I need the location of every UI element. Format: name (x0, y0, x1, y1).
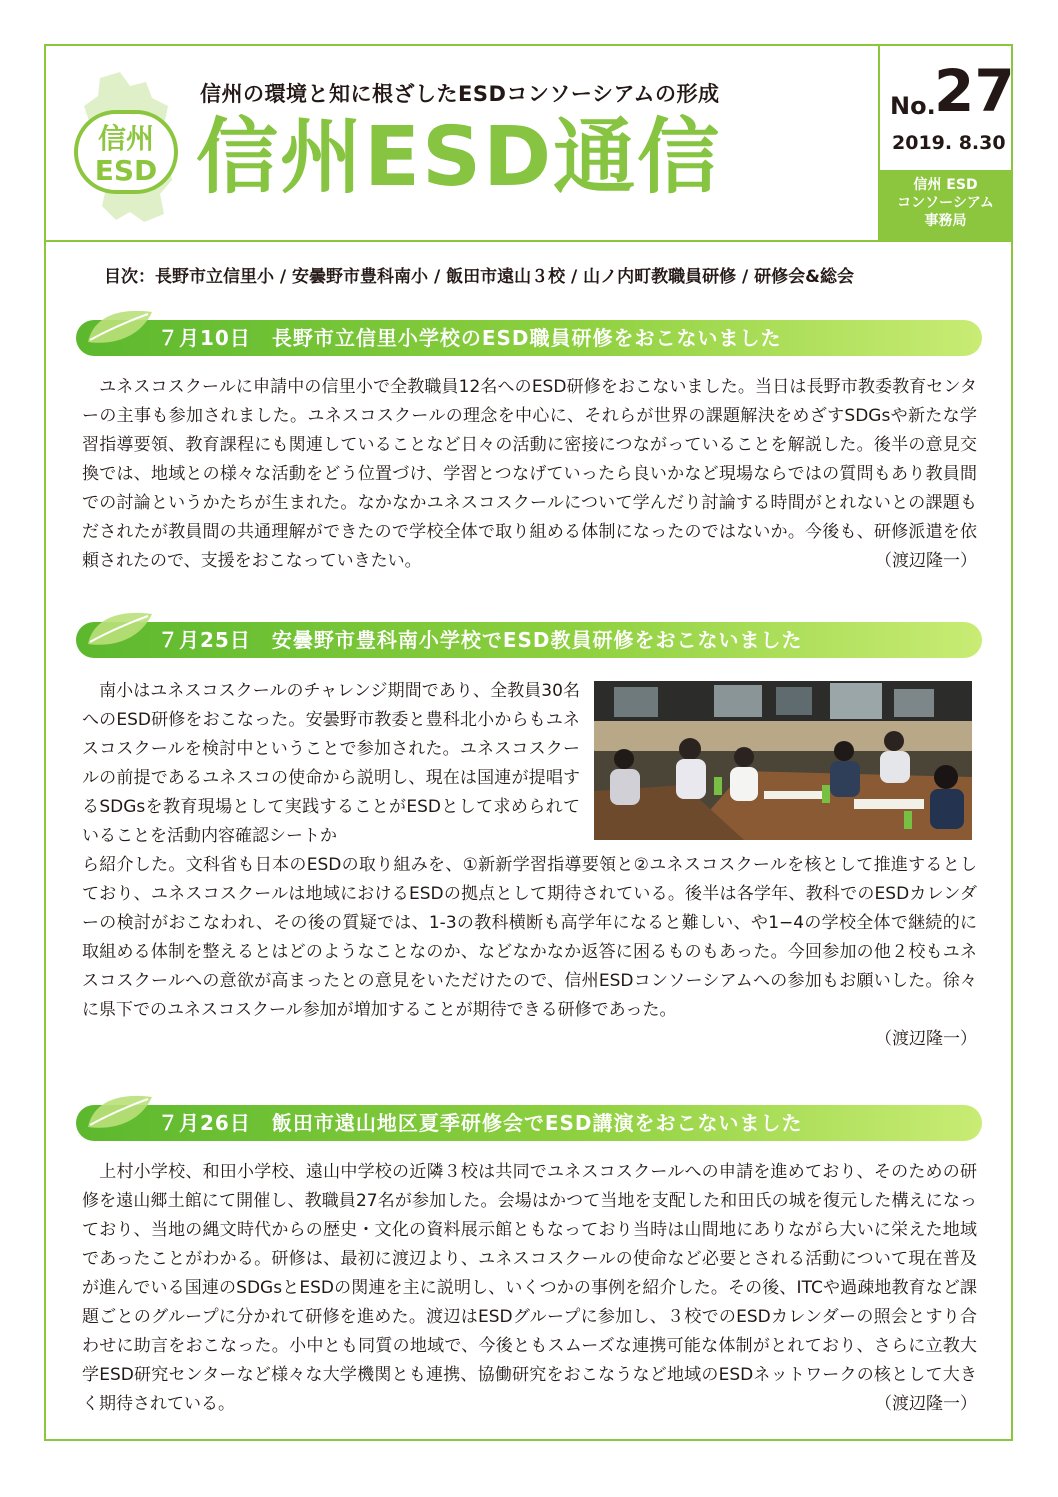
article-text: 上村小学校、和田小学校、遠山中学校の近隣３校は共同でユネスコスクールへの申請を進めており、そのための研修を遠山郷土館にて開催し、教職員27名が参加した。会場はかつて当地を支配した和田氏の城を復元した構えになっており、当地の縄文時代からの歴史・文化の資料展示館ともなっており当時は山間地にありながら大いに栄えた地域であったことがわかる。研修は、最初に渡辺より、ユネスコスクールの使命など必要とされる活動について現在普及が進んでいる国連のSDGsとESDの関連を主に説明し、いくつかの事例を紹介した。その後、ITCや過疎地教育など課題ごとのグループに分かれて研修を進めた。渡辺はESDグループに参加し、３校でのESDカレンダーの照会とすり合わせに助言をおこなった。小中とも同質の地域で、今後ともスムーズな連携可能な体制がとれており、さらに立教大学ESD研究センターなど様々な大学機関とも連携、協働研究をおこなうなど地域のESDネットワークの核として大きく期待されている。 (82, 1162, 977, 1414)
workshop-photo (594, 681, 972, 840)
article-body (82, 851, 977, 1054)
office-line: 信州 ESD (913, 177, 978, 193)
article-body (82, 1158, 977, 1419)
article-text: ユネスコスクールに申請中の信里小で全教職員12名へのESD研修をおこないました。当日は長野市教委教育センターの主事も参加されました。ユネスコスクールの理念を中心に、それらが世界の課題解決をめざすSDGsや新たな学習指導要領、教育課程にも関連していることなど日々の活動に密接につながっていることを解説した。後半の意見交換では、地域との様々な活動をどう位置づけ、学習とつなげていったら良いかなど現場ならではの質問もあり教員間での討論というかたちが生まれた。なかなかユネスコスクールについて学んだり討論する時間がとれないとの課題もだされたが教員間の共通理解ができたので学校全体で取り組める体制になったのではないか。今後も、研修派遣を依頼されたので、支援をおこなっていきたい。 (82, 377, 978, 571)
logo-text-top: 信州 (97, 122, 155, 155)
logo-text-bottom: ESD (94, 154, 158, 187)
article-body-wrap (82, 677, 580, 851)
article-text: ら紹介した。文科省も日本のESDの取り組みを、①新新学習指導要領と②ユネスコスクールを核として推進するとしており、ユネスコスクールは地域におけるESDの拠点として期待されている。後半は各学年、教科でのESDカレンダーの検討がおこなわれ、その後の質疑では、1-3の教科横断も高学年になると難しい、や1−4の学校全体で継続的に取組める体制を整えるとはどのようなことなのか、などなかなか返答に困るものもあった。今回参加の他２校もユネスコスクールへの意欲が高まったとの意見をいただけたので、信州ESDコンソーシアムへの参加もお願いした。徐々に県下でのユネスコスクール参加が増加することが期待できる研修であった。 (82, 855, 977, 1020)
table-of-contents: 目次：長野市立信里小 / 安曇野市豊科南小 / 飯田市遠山３校 / 山ノ内町教職員研修 / 研修会&総会 (104, 267, 855, 287)
article-author: （渡辺隆一） (875, 1029, 977, 1049)
article-body (82, 373, 977, 576)
header-divider (44, 240, 1013, 242)
issue-number: 27 (934, 57, 1015, 125)
shinshu-esd-logo (72, 68, 182, 228)
article-title: ７月25日 安曇野市豊科南小学校でESD教員研修をおこないました (158, 628, 803, 652)
workshop-photo-illustration (594, 681, 972, 840)
article-author: （渡辺隆一） (875, 1394, 977, 1414)
article-title: ７月26日 飯田市遠山地区夏季研修会でESD講演をおこないました (158, 1111, 803, 1135)
newsletter-title: 信州ESD通信 (196, 110, 722, 205)
office-line: コンソーシアム (897, 195, 994, 211)
newsletter-subtitle: 信州の環境と知に根ざしたESDコンソーシアムの形成 (200, 82, 720, 106)
article-banner (76, 1105, 982, 1141)
office-line: 事務局 (924, 213, 967, 229)
article-banner (76, 320, 982, 356)
article-text: 南小はユネスコスクールのチャレンジ期間であり、全教員30名へのESD研修をおこなった。安曇野市教委と豊科北小からもユネスコスクールを検討中ということで参加された。ユネスコスクールの前提であるユネスコの使命から説明し、現在は国連が提唱するSDGsを教育現場として実践することがESDとして求められていることを活動内容確認シートか (82, 681, 580, 846)
leaf-icon (84, 1091, 156, 1131)
article-author: （渡辺隆一） (875, 551, 977, 571)
leaf-icon (84, 608, 156, 648)
article-title: ７月10日 長野市立信里小学校のESD職員研修をおこないました (158, 326, 782, 350)
office-badge (880, 170, 1011, 240)
leaf-icon (84, 306, 156, 346)
issue-date: 2019. 8.30 (892, 132, 1006, 154)
article-banner (76, 622, 982, 658)
issue-no-label: No. (890, 92, 936, 120)
